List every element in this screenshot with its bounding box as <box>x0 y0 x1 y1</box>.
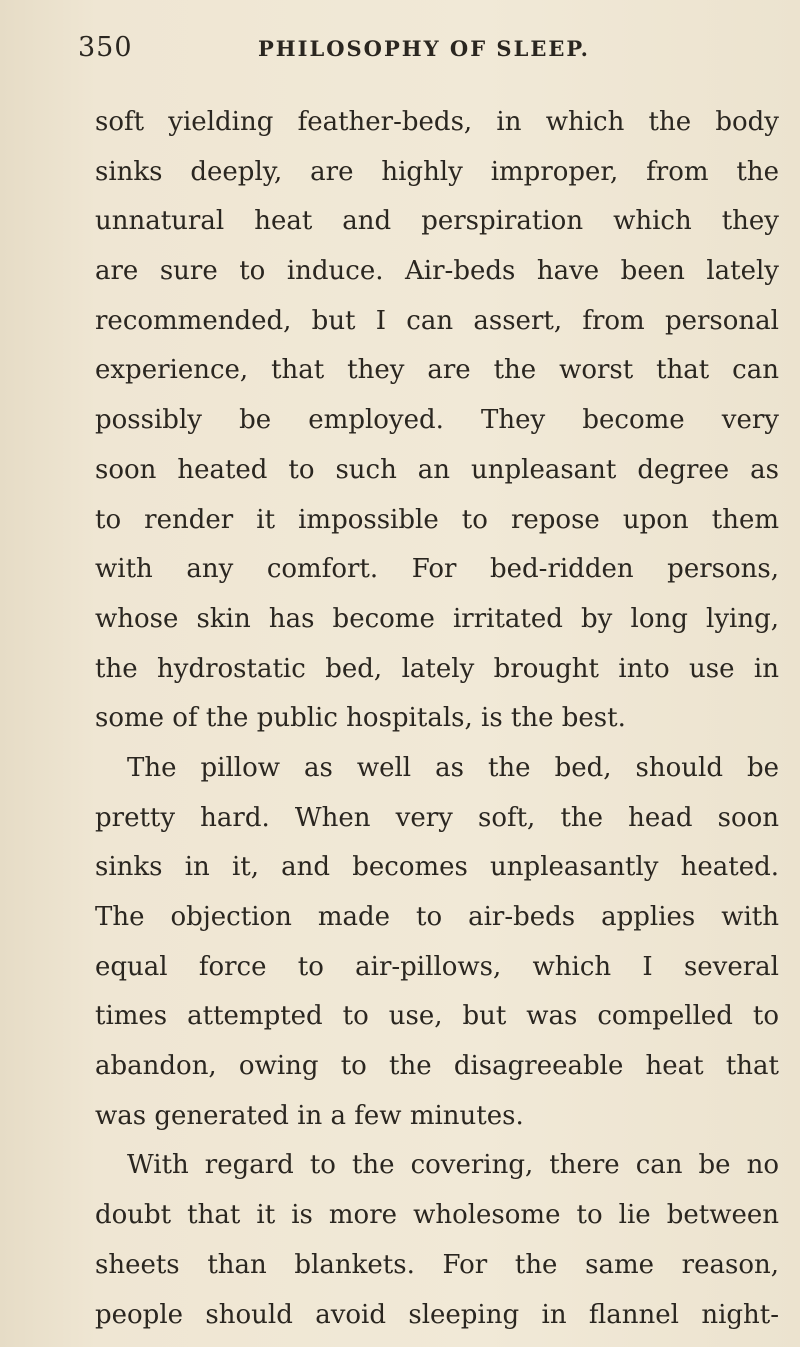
text-line: doubt that it is more wholesome to lie between <box>95 1200 779 1231</box>
text-line: was generated in a few minutes. <box>95 1100 524 1131</box>
text-line: whose skin has become irritated by long lying, <box>95 603 779 634</box>
text-line: sinks in it, and becomes unpleasantly heated. <box>95 852 779 883</box>
text-line: with any comfort. For bed-ridden persons, <box>95 554 779 585</box>
text-line: are sure to induce. Air-beds have been lately <box>95 256 779 287</box>
text-line: experience, that they are the worst that can <box>95 355 779 386</box>
text-line: recommended, but I can assert, from personal <box>95 305 779 336</box>
text-line: The objection made to air-beds applies with <box>95 902 779 932</box>
running-title: PHILOSOPHY OF SLEEP. <box>258 36 590 61</box>
text-line: pretty hard. When very soft, the head soon <box>95 802 779 833</box>
text-line: soon heated to such an unpleasant degree as <box>95 454 779 485</box>
text-line: soft yielding feather-beds, in which the body <box>95 107 779 137</box>
page-number: 350 <box>78 32 133 63</box>
text-line: With regard to the covering, there can be no <box>127 1150 779 1181</box>
text-line: possibly be employed. They become very <box>95 405 779 436</box>
text-line: abandon, owing to the disagreeable heat that <box>95 1051 779 1082</box>
text-line: The pillow as well as the bed, should be <box>127 752 779 783</box>
text-line: sinks deeply, are highly improper, from the <box>95 156 779 187</box>
text-line: to render it impossible to repose upon them <box>95 504 779 535</box>
text-line: the hydrostatic bed, lately brought into use in <box>95 653 779 684</box>
page-header <box>78 32 738 72</box>
text-line: unnatural heat and perspiration which they <box>95 206 779 237</box>
text-line: some of the public hospitals, is the best. <box>95 703 626 734</box>
text-line: people should avoid sleeping in flannel night- <box>95 1299 779 1330</box>
text-line: sheets than blankets. For the same reason, <box>95 1249 779 1280</box>
text-line: times attempted to use, but was compelled to <box>95 1001 779 1032</box>
text-line: equal force to air-pillows, which I several <box>95 951 779 982</box>
body-text <box>95 98 779 1340</box>
